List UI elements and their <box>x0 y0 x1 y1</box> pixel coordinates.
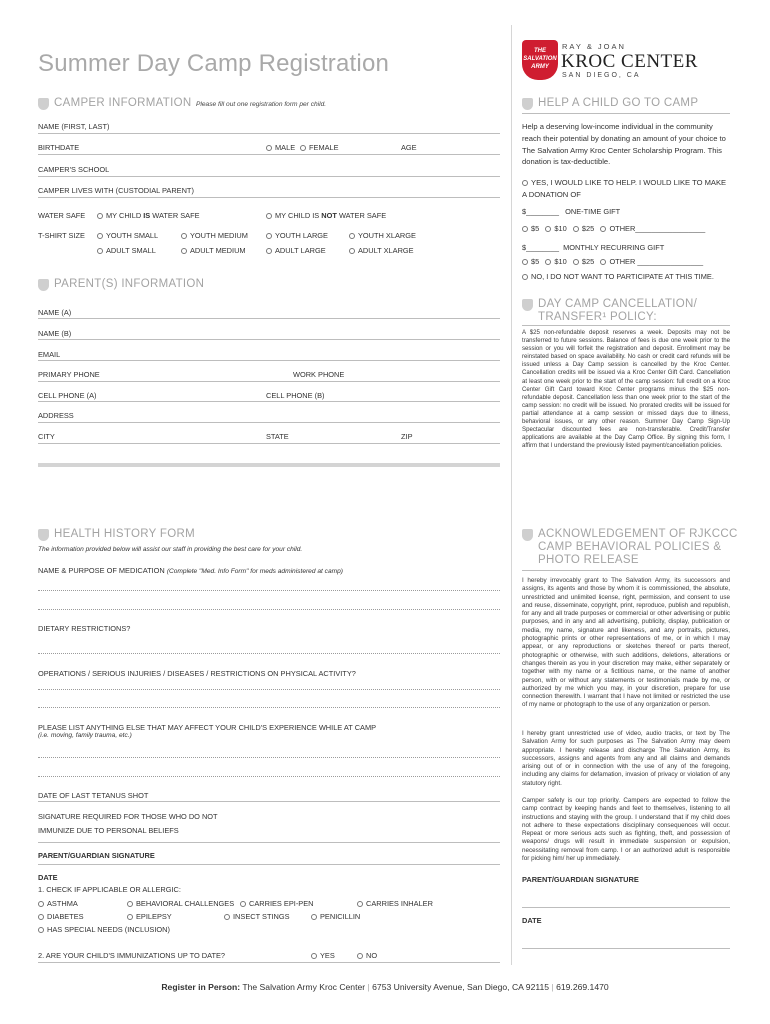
condition-checkbox[interactable]: CARRIES EPI-PEN <box>240 899 313 908</box>
medication-line[interactable] <box>38 590 500 591</box>
cancellation-heading: DAY CAMP CANCELLATION/ TRANSFER¹ POLICY: <box>522 298 697 324</box>
radio-icon <box>545 259 551 265</box>
shield-icon <box>38 98 49 110</box>
ack-signature-field[interactable] <box>522 907 730 908</box>
radio-icon <box>600 259 606 265</box>
radio-icon <box>240 901 246 907</box>
ack-date-label: DATE <box>522 916 542 925</box>
radio-icon[interactable] <box>266 145 272 151</box>
cell-a-label: CELL PHONE (A) <box>38 391 97 400</box>
radio-icon <box>311 953 317 959</box>
is-water-safe-option[interactable]: MY CHILD IS WATER SAFE <box>97 211 200 220</box>
radio-icon <box>357 953 363 959</box>
condition-checkbox[interactable]: DIABETES <box>38 912 84 921</box>
column-divider <box>511 25 512 965</box>
health-date-label: DATE <box>38 873 58 882</box>
primary-phone-label: PRIMARY PHONE <box>38 370 100 379</box>
immunizations-no[interactable]: NO <box>357 951 377 960</box>
condition-checkbox[interactable]: HAS SPECIAL NEEDS (INCLUSION) <box>38 925 170 934</box>
else-line[interactable] <box>38 757 500 758</box>
radio-icon <box>522 226 528 232</box>
radio-icon <box>522 274 528 280</box>
acknowledgement-heading: ACKNOWLEDGEMENT OF RJKCCC CAMP BEHAVIORAL POLICIES & PHOTO RELEASE <box>522 528 738 567</box>
medication-line[interactable] <box>38 609 500 610</box>
dietary-label: DIETARY RESTRICTIONS? <box>38 624 131 633</box>
sig-required-label-1: SIGNATURE REQUIRED FOR THOSE WHO DO NOT <box>38 812 218 821</box>
radio-icon <box>38 914 44 920</box>
address-field[interactable] <box>38 422 500 423</box>
operations-line[interactable] <box>38 689 500 690</box>
logo-city: SAN DIEGO, CA <box>562 72 641 79</box>
logo <box>522 40 558 80</box>
dietary-line[interactable] <box>38 653 500 654</box>
size-option[interactable]: YOUTH LARGE <box>266 231 328 240</box>
school-label: CAMPER'S SCHOOL <box>38 165 110 174</box>
help-heading-rule <box>522 113 730 114</box>
guardian-signature-label: PARENT/GUARDIAN SIGNATURE <box>38 851 155 860</box>
zip-label: ZIP <box>401 432 413 441</box>
radio-icon <box>600 226 606 232</box>
radio-icon <box>311 914 317 920</box>
camper-section-heading: CAMPER INFORMATION <box>38 97 191 110</box>
condition-checkbox[interactable]: PENICILLIN <box>311 912 360 921</box>
age-label: AGE <box>401 143 417 152</box>
school-field[interactable] <box>38 176 500 177</box>
radio-icon[interactable] <box>266 213 272 219</box>
page-title: Summer Day Camp Registration <box>38 50 390 77</box>
logo-top: RAY & JOAN <box>562 42 626 51</box>
operations-line[interactable] <box>38 707 500 708</box>
email-field[interactable] <box>38 360 500 361</box>
radio-icon <box>545 226 551 232</box>
shield-icon <box>522 98 533 110</box>
radio-icon <box>127 914 133 920</box>
ack-date-field[interactable] <box>522 948 730 949</box>
tetanus-field[interactable] <box>38 801 500 802</box>
city-label: CITY <box>38 432 55 441</box>
check-applicable-label: 1. CHECK IF APPLICABLE OR ALLERGIC: <box>38 885 181 894</box>
radio-icon <box>349 233 355 239</box>
ack-signature-label: PARENT/GUARDIAN SIGNATURE <box>522 875 639 884</box>
condition-checkbox[interactable]: INSECT STINGS <box>224 912 290 921</box>
water-safe-label: WATER SAFE <box>38 211 86 220</box>
male-option[interactable]: MALE <box>266 143 295 152</box>
city-field[interactable] <box>38 443 500 444</box>
radio-icon <box>573 226 579 232</box>
birthdate-label: BIRTHDATE <box>38 143 80 152</box>
camper-note: Please fill out one registration form per child. <box>196 101 327 108</box>
immunizations-line <box>38 962 500 963</box>
health-intro: The information provided below will assist our staff in providing the best care for your child. <box>38 546 303 553</box>
media-release-paragraph: I hereby grant unrestricted use of video, audio tracks, or text by The Salvation Army for such purposes as The Salvation Army may deem appropriate. I hereby release and discharge The Salvation Army, its successors, assigns and agents from any and all claims and demands arising out of or in connection with the use of any of the foregoing, including any claims for defamation, invasion of privacy or violation of any statutory right. <box>522 730 730 787</box>
help-no-option[interactable]: NO, I DO NOT WANT TO PARTICIPATE AT THIS TIME. <box>522 272 714 281</box>
condition-checkbox[interactable]: EPILEPSY <box>127 912 172 921</box>
medication-label: NAME & PURPOSE OF MEDICATION (Complete "Med. Info Form" for meds administered at camp) <box>38 566 343 575</box>
monthly-amount-options[interactable]: $5 $10 $25 OTHER ________________ <box>522 257 703 266</box>
condition-checkbox[interactable]: ASTHMA <box>38 899 78 908</box>
size-option[interactable]: YOUTH MEDIUM <box>181 231 248 240</box>
shield-icon <box>522 299 533 311</box>
help-yes-option[interactable]: YES, I WOULD LIKE TO HELP. I WOULD LIKE TO MAKE A DONATION OF <box>522 178 727 199</box>
else-line[interactable] <box>38 776 500 777</box>
logo-name: KROC CENTER <box>561 51 698 72</box>
address-label: ADDRESS <box>38 411 74 420</box>
radio-icon <box>127 901 133 907</box>
parent-name-b-field[interactable] <box>38 339 500 340</box>
one-time-gift[interactable]: $________ ONE-TIME GIFT <box>522 207 621 216</box>
else-note: (i.e. moving, family trauma, etc.) <box>38 732 132 739</box>
help-body: Help a deserving low-income individual in the community reach their potential by donating an amount of your choice to The Salvation Army Kroc Center Scholarship Program. This donation is tax-deductible. <box>522 122 726 167</box>
radio-icon <box>181 233 187 239</box>
camper-name-label: NAME (FIRST, LAST) <box>38 122 110 131</box>
radio-icon[interactable] <box>300 145 306 151</box>
radio-icon <box>224 914 230 920</box>
state-label: STATE <box>266 432 289 441</box>
shield-icon <box>38 279 49 291</box>
radio-icon <box>38 901 44 907</box>
not-water-safe-option[interactable]: MY CHILD IS NOT WATER SAFE <box>266 211 386 220</box>
condition-checkbox[interactable]: BEHAVIORAL CHALLENGES <box>127 899 234 908</box>
help-section-heading: HELP A CHILD GO TO CAMP <box>522 97 698 110</box>
footer: Register in Person: The Salvation Army Kroc Center | 6753 University Avenue, San Diego, CA 92115 | 619.269.1470 <box>161 982 609 992</box>
tetanus-label: DATE OF LAST TETANUS SHOT <box>38 791 149 800</box>
size-option[interactable]: ADULT SMALL <box>97 246 156 255</box>
condition-checkbox[interactable]: CARRIES INHALER <box>357 899 433 908</box>
size-option[interactable]: YOUTH XLARGE <box>349 231 416 240</box>
size-option[interactable]: ADULT MEDIUM <box>181 246 246 255</box>
shield-icon <box>522 529 533 541</box>
lives-with-label: CAMPER LIVES WITH (CUSTODIAL PARENT) <box>38 186 194 195</box>
sig-required-line[interactable] <box>38 842 500 843</box>
phone-field[interactable] <box>38 381 500 382</box>
health-section-heading: HEALTH HISTORY FORM <box>38 528 195 541</box>
radio-icon <box>573 259 579 265</box>
tshirt-label: T-SHIRT SIZE <box>38 231 85 240</box>
parent-name-a-label: NAME (A) <box>38 308 72 317</box>
cell-field[interactable] <box>38 401 500 402</box>
cancellation-body: A $25 non-refundable deposit reserves a week. Deposits may not be transferred to future sessions. Balance of fees is due one week prior to the session or you will forfeit the registration and deposit. Enrollment may be reinstated based on space availability. No cash or credit card refunds will be issued unless a Day Camp session is cancelled by the Kroc Center. Cancellation credits will be issued via a Kroc Center Gift Card. Cancellation at least one week prior to the start of the camp session: full credit on a Kroc Center Gift Card toward Kroc Center programs minus the $25 non-refundable deposit. Cancellation less than one week prior to the start of the camp session: no credit will be issued. No prorated credits will be issued for partial attendance at a camp session or missed days due to illness, behavioral issues, or any other reason. Summer Day Camp Sign-Up Spectacular discounted fees are non-transferable. Credit/Transfer applications are available at the Day Camp Office. By signing this form, I affirm that I understand the previously listed payment/cancellation policies. <box>522 329 730 450</box>
operations-label: OPERATIONS / SERIOUS INJURIES / DISEASES / RESTRICTIONS ON PHYSICAL ACTIVITY? <box>38 669 356 678</box>
parent-name-b-label: NAME (B) <box>38 329 72 338</box>
section-divider-bar <box>38 463 500 467</box>
camper-name-field[interactable] <box>38 133 500 134</box>
parents-section-heading: PARENT(S) INFORMATION <box>38 278 204 291</box>
one-time-amount-options[interactable]: $5 $10 $25 OTHER_________________ <box>522 224 705 233</box>
acknowledgement-heading-rule <box>522 570 730 571</box>
sig-required-label-2: IMMUNIZE DUE TO PERSONAL BELIEFS <box>38 826 179 835</box>
radio-icon <box>38 927 44 933</box>
radio-icon <box>357 901 363 907</box>
salvation-army-shield-icon: THE SALVATION ARMY <box>522 40 558 80</box>
size-option[interactable]: YOUTH SMALL <box>97 231 158 240</box>
lives-with-field[interactable] <box>38 197 500 198</box>
immunizations-label: 2. ARE YOUR CHILD'S IMMUNIZATIONS UP TO DATE? <box>38 951 226 960</box>
cancellation-heading-rule <box>522 325 730 326</box>
birthdate-field[interactable] <box>38 154 500 155</box>
else-label: PLEASE LIST ANYTHING ELSE THAT MAY AFFECT YOUR CHILD'S EXPERIENCE WHILE AT CAMP <box>38 723 377 732</box>
radio-icon <box>522 259 528 265</box>
parent-name-a-field[interactable] <box>38 318 500 319</box>
immunizations-yes[interactable]: YES <box>311 951 335 960</box>
female-option[interactable]: FEMALE <box>300 143 339 152</box>
radio-icon <box>181 248 187 254</box>
size-option[interactable]: ADULT XLARGE <box>349 246 414 255</box>
shield-icon <box>38 529 49 541</box>
radio-icon <box>522 180 528 186</box>
radio-icon <box>349 248 355 254</box>
monthly-gift[interactable]: $________ MONTHLY RECURRING GIFT <box>522 243 665 252</box>
radio-icon <box>266 248 272 254</box>
radio-icon <box>97 248 103 254</box>
email-label: EMAIL <box>38 350 61 359</box>
size-option[interactable]: ADULT LARGE <box>266 246 326 255</box>
cell-b-label: CELL PHONE (B) <box>266 391 325 400</box>
behavior-policy-paragraph: Camper safety is our top priority. Campers are expected to follow the camp contract by keeping hands and feet to themselves, listening to all instructions and staying with the group. I understand that if my child does not adhere to these expectations disciplinary consequences will occur. Repeat or more serious acts such as fighting, theft, and possession of weapons/ drugs will result in immediate suspension or expulsion, necessitating removal from camp. I or an authorized adult is responsible for picking him/ her up immediately. <box>522 797 730 863</box>
radio-icon <box>266 233 272 239</box>
photo-release-paragraph: I hereby irrevocably grant to The Salvation Army, its successors and assigns, its agents and those by whom it is commissioned, the absolute, unrestricted and unlimited license, right, permission, and consent to use and reuse, disseminate, copyright, print, reproduce, publish and republish, for any and all trade purposes or commercial or other advertising or public purposes, and in any and all advertising, publicity, display, publication or media, my name, signature and likeness, and any portraits, pictures, photographic prints or other representations of me, or in which I may appear, or any reproductions or sketches thereof or parts thereof, photographic or otherwise, with such additions, deletions, alterations or changes therein as you in your discretion may make, either separately or together with my name or a fictitious name, or the name of another person, with or without any statements or testimonials made by me, or authorized by me which you may, in your discretion, prepare for use connection therewith. I warrant that I have not limited or restricted the use of my name or photograph to the use of any organization or person. <box>522 577 730 709</box>
radio-icon[interactable] <box>97 213 103 219</box>
radio-icon <box>97 233 103 239</box>
work-phone-label: WORK PHONE <box>293 370 345 379</box>
guardian-signature-field[interactable] <box>38 864 500 865</box>
